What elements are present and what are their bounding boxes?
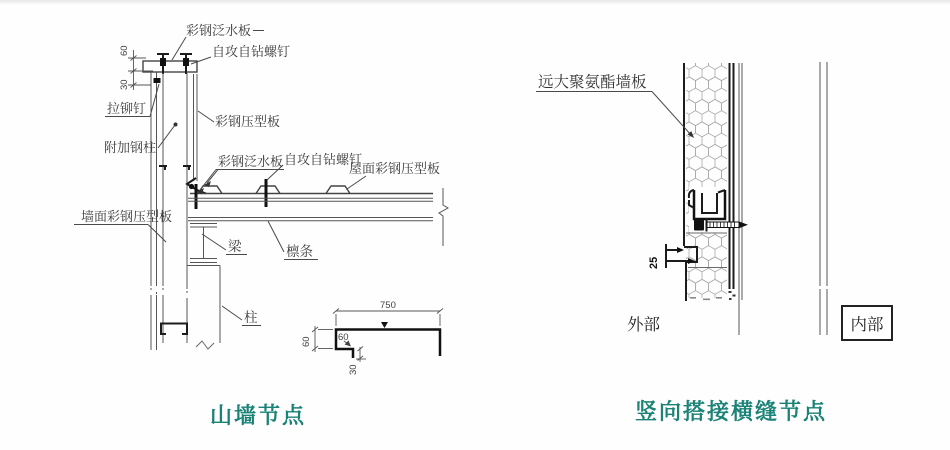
label-exterior: 外部 <box>627 316 660 334</box>
beam-symbol <box>190 224 217 263</box>
label-rivet: 拉铆钉 <box>107 101 147 116</box>
right-diagram-title: 竖向搭接横缝节点 <box>634 399 828 424</box>
label-eave-flashing: 彩钢泛水板 <box>218 154 284 169</box>
added-column-lines <box>163 73 187 343</box>
dim-60-left: 60 <box>301 336 312 347</box>
label-roof-sheet: 屋面彩钢压型板 <box>349 161 441 176</box>
dim-60-inner: 60 <box>338 332 349 343</box>
label-wall-sheet: 墙面彩钢压型板 <box>81 209 173 224</box>
label-steel-sheet: 彩钢压型板 <box>215 114 281 129</box>
channel-bracket <box>161 324 187 335</box>
roof-profiled-sheet <box>190 186 433 194</box>
left-diagram-title: 山墙节点 <box>209 403 307 428</box>
dim-60-top: 60 <box>119 45 130 56</box>
gable-wall-detail <box>74 23 448 428</box>
panel-label-group <box>536 73 694 138</box>
screw-tip <box>739 222 748 229</box>
label-screw-top: 自攻自钻螺钉 <box>212 44 291 59</box>
label-interior: 内部 <box>850 316 884 334</box>
labels <box>74 23 440 326</box>
arrowhead <box>677 247 684 253</box>
interior-label-box <box>842 306 892 340</box>
label-panel: 远大聚氨酯墙板 <box>538 74 647 91</box>
scan-edge-shading <box>0 0 950 5</box>
mid-screw-ticks <box>159 166 191 170</box>
purlin-band <box>188 198 433 221</box>
dim-30-hook: 30 <box>348 364 359 375</box>
rivet-symbol <box>154 78 161 83</box>
interior-liner-lines <box>817 62 830 335</box>
roof-break-line <box>439 188 448 246</box>
label-column: 柱 <box>244 310 258 325</box>
dimension-stack <box>119 45 153 90</box>
dim-25: 25 <box>648 256 660 269</box>
slope-marker <box>381 322 388 328</box>
dim-30-top: 30 <box>119 79 130 90</box>
flashing-profile <box>336 330 440 359</box>
dim-750: 750 <box>380 300 396 311</box>
label-cap-flashing: 彩钢泛水板 <box>186 23 252 38</box>
right-cladding-lines <box>194 74 198 181</box>
column-lines <box>187 266 220 350</box>
break-marks <box>146 286 224 298</box>
vertical-lap-joint-detail <box>536 62 892 424</box>
flashing-profile-detail <box>301 300 443 375</box>
label-screw-mid: 自攻自钻螺钉 <box>284 152 363 167</box>
label-purlin: 檩条 <box>286 244 313 259</box>
label-added-column: 附加钢柱 <box>104 140 157 155</box>
label-beam: 梁 <box>228 239 242 254</box>
leader-dot <box>174 123 178 127</box>
